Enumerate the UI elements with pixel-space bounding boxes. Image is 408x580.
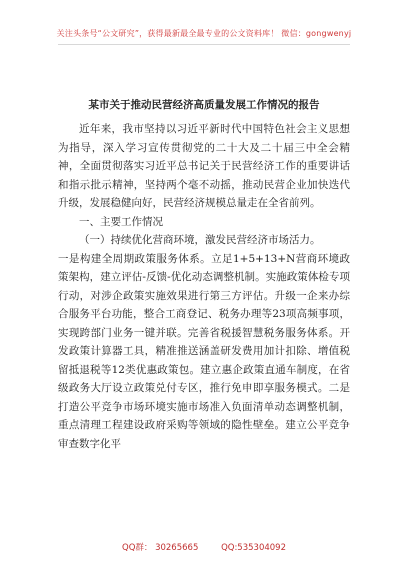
subsection-heading: （一）持续优化营商环境，激发民营经济市场活力。 — [79, 234, 321, 246]
header-note: 关注头条号“公文研究”，获得最新最全最专业的公文资料库！ 微信：gongwenyj — [56, 29, 352, 38]
document-title: 某市关于推动民营经济高质量发展工作情况的报告 — [88, 99, 320, 111]
body-paragraph: 一是构建全周期政策服务体系。立足1+5+13+N营商环境政策架构，建立评估-反馈-优化动态调整机制。实施政策体检专项行动，对涉企政策实施效果进行第三方评估。升级一企来办综合服务平台功能，整合工商登记、税务办理等23项高频事项，实现跨部门业务一键并联。完善省税援智慧税务服务体系。开发政策计算器工具，精准推送涵盖研发费用加计扣除、增值税留抵退税等12类优惠政策包。建立惠企政策直通车制度，在省级政务大厅设立政策兑付专区，推行免申即享服务模式。二是打造公平竞争市场环境实施市场准入负面清单动态调整机制，重点清理工程建设政府采购等领域的隐性壁垒。建立公平竞争审查数字化平 — [58, 252, 350, 450]
footer-contact — [0, 541, 408, 553]
footer-qq-group: QQ群： 30265665 — [122, 543, 199, 553]
document-body — [58, 120, 350, 453]
header-divider — [58, 44, 350, 45]
section-heading: 一、主要工作情况 — [79, 215, 163, 228]
intro-paragraph: 近年来，我市坚持以习近平新时代中国特色社会主义思想为指导，深入学习宣传贯彻党的二十大及二十届三中全会精神，全面贯彻落实习近平总书记关于民营经济工作的重要讲话和指示批示精神，坚持两个毫不动摇，推动民营企业加快迭代升级，发展稳健向好，民营经济规模总量走在全省前列。 — [58, 123, 350, 209]
footer-qq: QQ:535304092 — [221, 543, 286, 553]
